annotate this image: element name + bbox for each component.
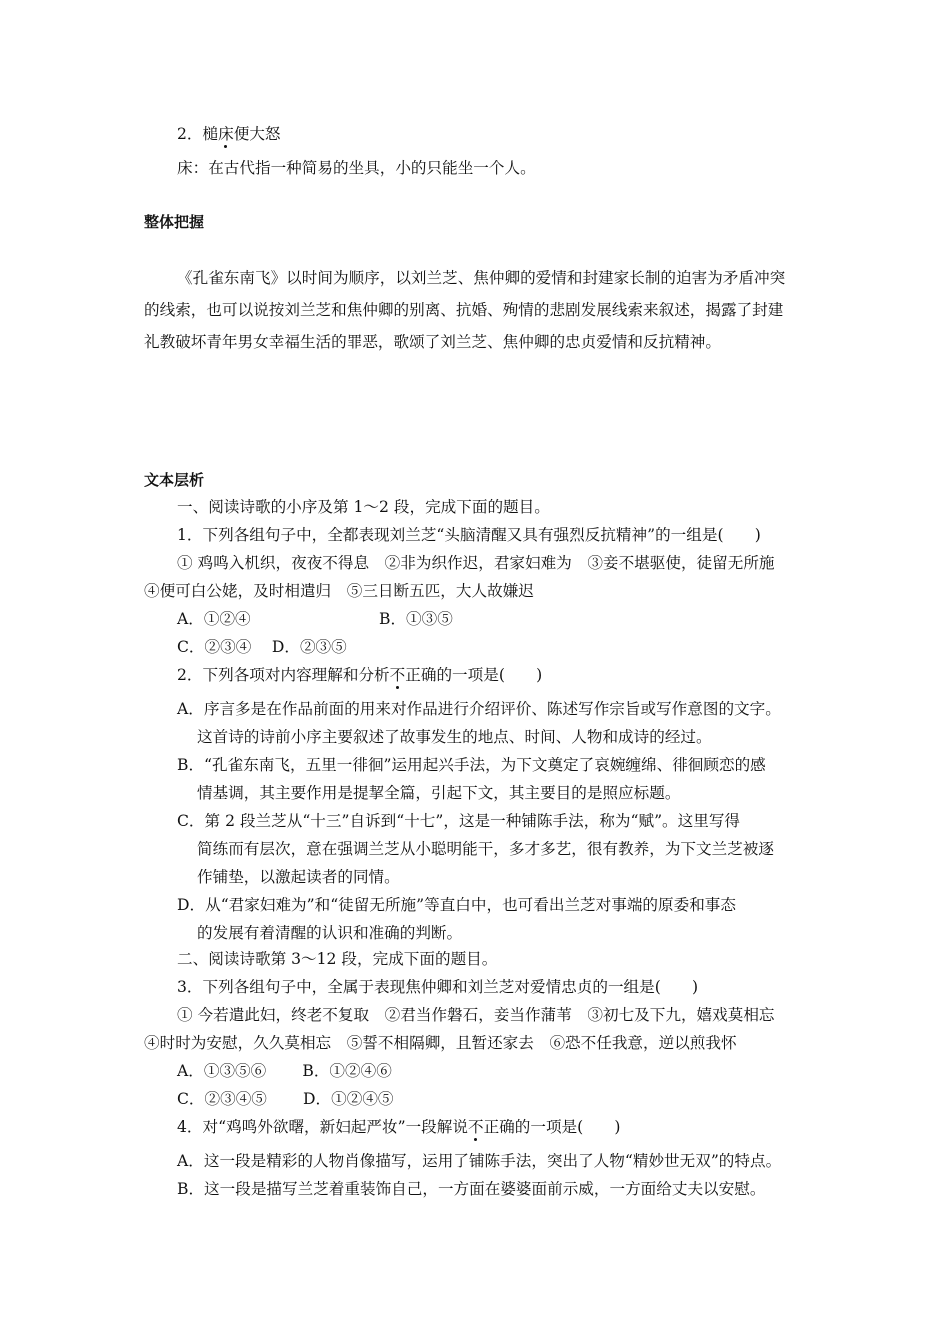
q2-option-a-line-2: 这首诗的诗前小序主要叙述了故事发生的地点、时间、人物和成诗的经过。 xyxy=(197,728,712,746)
question-4 xyxy=(177,1117,621,1137)
vocab-item-2-prefix: 2．槌 xyxy=(177,125,219,143)
q2-option-d-line-1: D．从“君家妇难为”和“徒留无所施”等直白中，也可看出兰芝对事端的原委和事态 xyxy=(177,896,736,914)
overall-line-2: 的线索，也可以说按刘兰芝和焦仲卿的别离、抗婚、殉情的悲剧发展线索来叙述，揭露了封建 xyxy=(144,301,784,319)
overall-line-3: 礼教破坏青年男女幸福生活的罪恶，歌颂了刘兰芝、焦仲卿的忠贞爱情和反抗精神。 xyxy=(144,333,721,351)
emphasis-char: 不 xyxy=(389,666,406,684)
q4-option-a: A．这一段是精彩的人物肖像描写，运用了铺陈手法，突出了人物“精妙世无双”的特点。 xyxy=(177,1152,782,1170)
q1-option-a: A．①②④ xyxy=(177,610,251,628)
q4-option-b: B．这一段是描写兰芝着重装饰自己，一方面在婆婆面前示威，一方面给丈夫以安慰。 xyxy=(177,1180,766,1198)
q2-option-a-line-1: A．序言多是在作品前面的用来对作品进行介绍评价、陈述写作宗旨或写作意图的文字。 xyxy=(177,700,781,718)
vocab-explanation: 床：在古代指一种简易的坐具，小的只能坐一个人。 xyxy=(177,159,536,177)
q3-options-ab: A．①③⑤⑥ B．①②④⑥ xyxy=(177,1062,392,1080)
q4-prefix: 4．对“鸡鸣外欲曙，新妇起严妆”一段解说 xyxy=(177,1118,468,1136)
question-1: 1．下列各组句子中，全都表现刘兰芝“头脑清醒又具有强烈反抗精神”的一组是( ) xyxy=(177,526,761,544)
q3-sentences-line-1: ① 今若遣此妇，终老不复取 ②君当作磐石，妾当作蒲苇 ③初七及下九，嬉戏莫相忘 xyxy=(177,1006,775,1024)
q2-option-c-line-3: 作铺垫，以激起读者的同情。 xyxy=(197,868,400,886)
q4-suffix: 正确的一项是( ) xyxy=(483,1118,621,1136)
heading-overall: 整体把握 xyxy=(144,213,205,231)
q3-options-cd: C．②③④⑤ D．①②④⑤ xyxy=(177,1090,394,1108)
emphasis-char: 床 xyxy=(218,125,234,143)
vocab-item-2-suffix: 便大怒 xyxy=(233,125,281,143)
part-1-instruction: 一、阅读诗歌的小序及第 1～2 段，完成下面的题目。 xyxy=(177,498,550,516)
emphasis-char: 不 xyxy=(467,1118,484,1136)
q2-option-b-line-1: B．“孔雀东南飞，五里一徘徊”运用起兴手法，为下文奠定了哀婉缠绵、徘徊顾恋的感 xyxy=(177,756,766,774)
q2-option-b-line-2: 情基调，其主要作用是提挈全篇，引起下文，其主要目的是照应标题。 xyxy=(197,784,681,802)
overall-line-1: 《孔雀东南飞》以时间为顺序，以刘兰芝、焦仲卿的爱情和封建家长制的迫害为矛盾冲突 xyxy=(177,269,786,287)
q1-sentences-line-2: ④便可白公姥，及时相遣归 ⑤三日断五匹，大人故嫌迟 xyxy=(144,582,534,600)
vocab-item-2 xyxy=(177,124,281,144)
q2-suffix: 正确的一项是( ) xyxy=(405,666,543,684)
q2-option-c-line-1: C．第 2 段兰芝从“十三”自诉到“十七”，这是一种铺陈手法，称为“赋”。这里写得 xyxy=(177,812,741,830)
q1-option-b: B．①③⑤ xyxy=(379,610,453,628)
q2-prefix: 2．下列各项对内容理解和分析 xyxy=(177,666,390,684)
q1-sentences-line-1: ① 鸡鸣入机织，夜夜不得息 ②非为织作迟，君家妇难为 ③妾不堪驱使，徒留无所施 xyxy=(177,554,775,572)
heading-analysis: 文本层析 xyxy=(144,471,205,489)
q3-sentences-line-2: ④时时为安慰，久久莫相忘 ⑤誓不相隔卿，且暂还家去 ⑥恐不任我意，逆以煎我怀 xyxy=(144,1034,737,1052)
question-3: 3．下列各组句子中，全属于表现焦仲卿和刘兰芝对爱情忠贞的一组是( ) xyxy=(177,978,699,996)
question-2 xyxy=(177,665,542,685)
q2-option-c-line-2: 简练而有层次，意在强调兰芝从小聪明能干，多才多艺，很有教养，为下文兰芝被逐 xyxy=(197,840,774,858)
q2-option-d-line-2: 的发展有着清醒的认识和准确的判断。 xyxy=(197,924,463,942)
part-2-instruction: 二、阅读诗歌第 3～12 段，完成下面的题目。 xyxy=(177,950,498,968)
q1-options-cd: C．②③④ D．②③⑤ xyxy=(177,638,347,656)
